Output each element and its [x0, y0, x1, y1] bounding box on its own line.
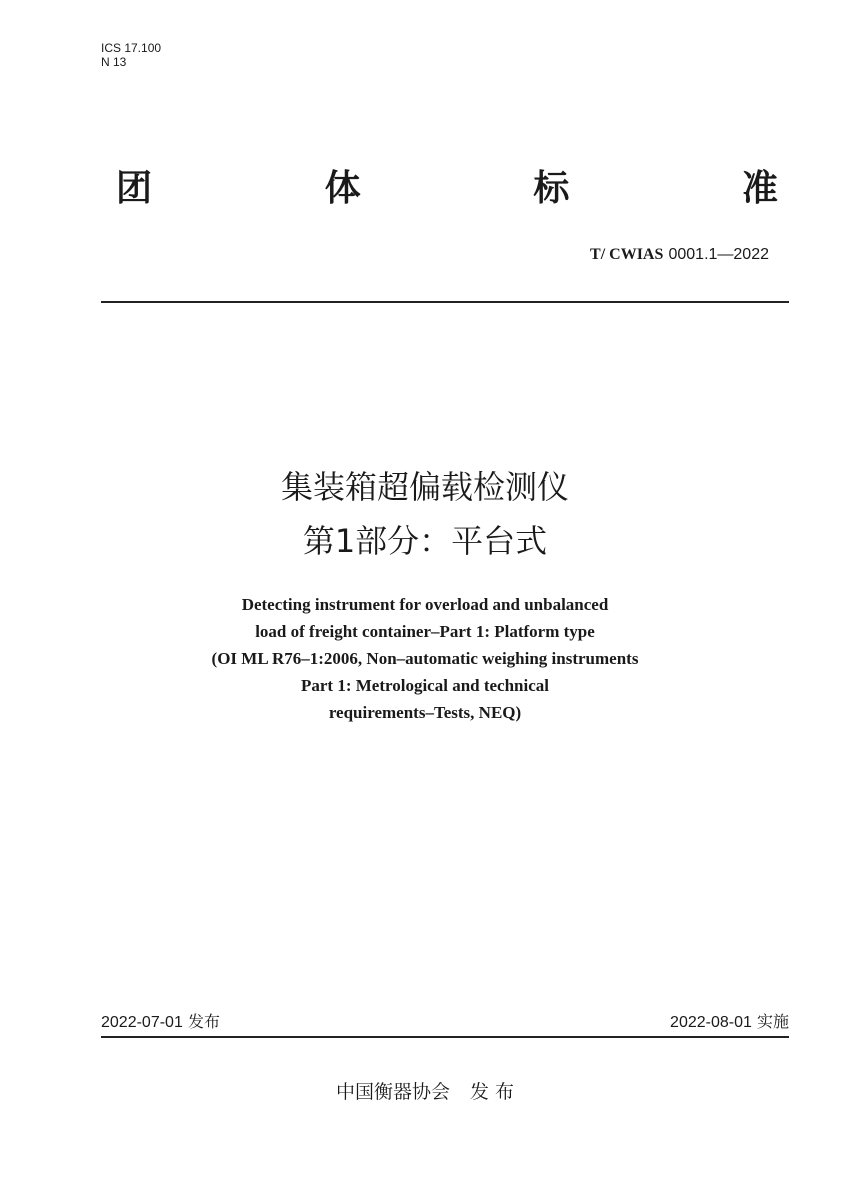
standard-type-char: 团 [116, 167, 153, 209]
publish-date-value: 2022-07-01 [101, 1014, 183, 1031]
ics-code: ICS 17.100 [101, 41, 162, 55]
implement-date [670, 1012, 789, 1033]
title-cn-line1: 集装箱超偏载检测仪 [280, 468, 569, 506]
publisher [0, 1080, 850, 1104]
publisher-action: 发 布 [469, 1081, 515, 1103]
publish-date-label: 发布 [187, 1012, 220, 1031]
standard-type-char: 标 [533, 167, 570, 209]
title-cn-line2: 第1部分：平台式 [302, 522, 548, 560]
title-en-line: requirements–Tests, NEQ) [328, 703, 522, 722]
publish-date [101, 1012, 220, 1033]
standard-type-char: 体 [324, 167, 361, 209]
standard-number-value: 0001.1—2022 [668, 246, 769, 263]
ccs-code: N 13 [101, 55, 127, 69]
title-en-line: Detecting instrument for overload and unbalanced [241, 595, 609, 614]
standard-number-prefix: T/ CWIAS [590, 246, 664, 263]
bottom-divider [101, 1036, 789, 1038]
classification-codes [101, 41, 161, 69]
title-en-line: (OI ML R76–1:2006, Non–automatic weighing instruments [211, 649, 639, 668]
implement-date-value: 2022-08-01 [670, 1014, 752, 1031]
standard-type-char: 准 [741, 167, 778, 209]
top-divider [101, 301, 789, 303]
title-en-line: load of freight container–Part 1: Platform type [255, 622, 595, 641]
publisher-name: 中国衡器协会 [335, 1081, 450, 1103]
title-en [0, 591, 850, 726]
standard-number [590, 244, 769, 264]
standard-type-heading [116, 168, 778, 208]
title-en-line: Part 1: Metrological and technical [300, 676, 550, 695]
implement-date-label: 实施 [756, 1012, 789, 1031]
